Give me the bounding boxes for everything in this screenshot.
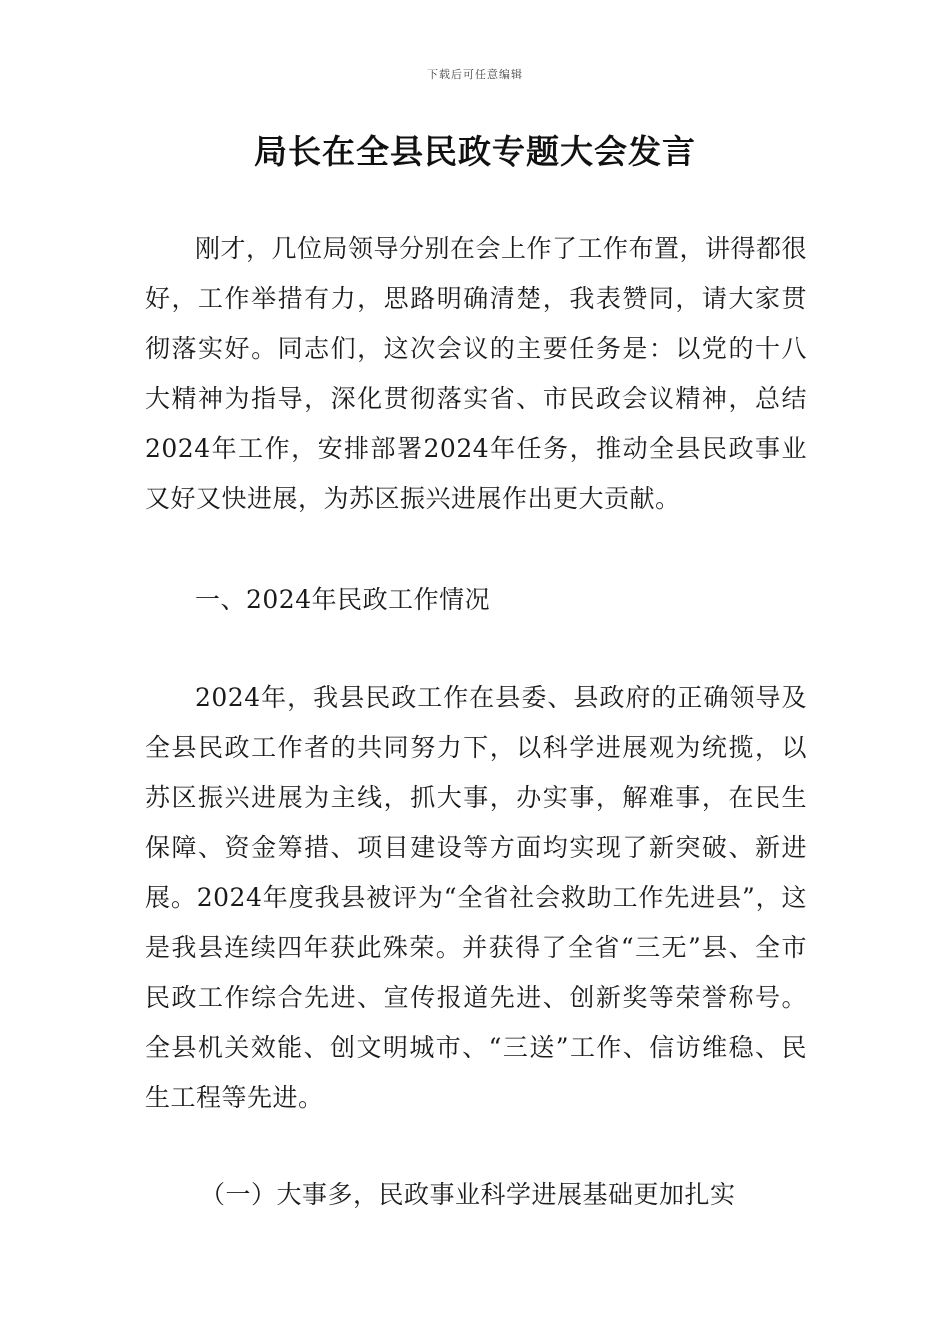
- header-note: 下载后可任意编辑: [427, 68, 523, 81]
- section-body-paragraph: 2024年，我县民政工作在县委、县政府的正确领导及全县民政工作者的共同努力下，以科学进展观为统揽，以苏区振兴进展为主线，抓大事，办实事，解难事，在民生保障、资金筹措、项目建设等方面均实现了新突破、新进展。2024年度我县被评为“全省社会救助工作先进县”，这是我县连续四年获此殊荣。并获得了全省“三无”县、全市民政工作综合先进、宣传报道先进、创新奖等荣誉称号。全县机关效能、创文明城市、“三送”工作、信访维稳、民生工程等先进。: [145, 683, 807, 1112]
- intro-paragraph: 刚才，几位局领导分别在会上作了工作布置，讲得都很好，工作举措有力，思路明确清楚，我表赞同，请大家贯彻落实好。同志们，这次会议的主要任务是：以党的十八大精神为指导，深化贯彻落实省、市民政会议精神，总结2024年工作，安排部署2024年任务，推动全县民政事业又好又快进展，为苏区振兴进展作出更大贡献。: [145, 234, 808, 513]
- section-heading: 一、2024年民政工作情况: [195, 585, 491, 614]
- document-title: 局长在全县民政专题大会发言: [254, 132, 696, 171]
- subsection-heading: （一）大事多，民政事业科学进展基础更加扎实: [200, 1180, 736, 1209]
